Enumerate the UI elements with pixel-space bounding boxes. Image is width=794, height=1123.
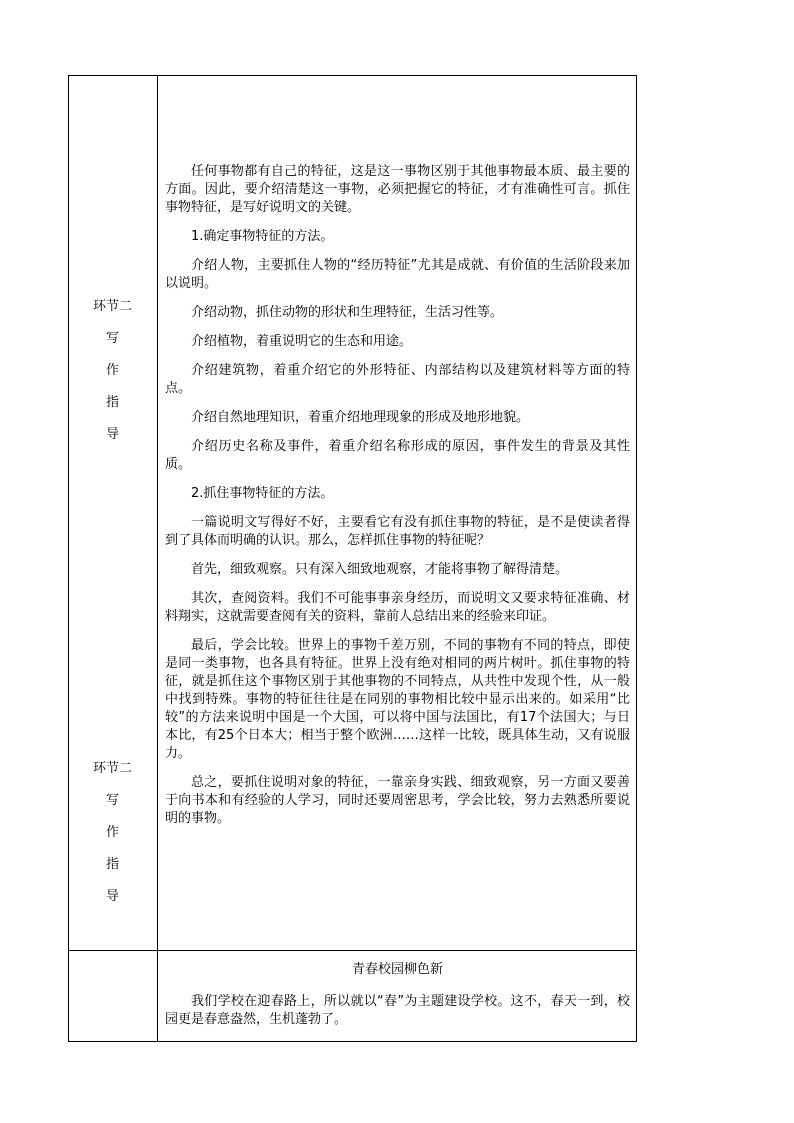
paragraph: 我们学校在迎春路上，所以就以“春”为主题建设学校。这不，春天一到，校园更是春意盎然，生机蓬勃了。 (165, 994, 630, 1027)
paragraph: 最后，学会比较。世界上的事物千差万别，不同的事物有不同的特点，即使是同一类事物，也各具有特征。世界上没有绝对相同的两片树叶。抓住事物的特征，就是抓住这个事物区别于其他事物的不同特点，从共性中发现个性，从一般中找到特殊。事物的特征往往是在同别的事物相比较中显示出来的。如采用“比较”的方法来说明中国是一个大国，可以将中国与法国比，有17个法国大；与日本比，有25个日本大；相当于整个欧洲……这样一比较，既具体生动，又有说服力。 (165, 638, 630, 761)
paragraph: 介绍建筑物，着重介绍它的外形特征、内部结构以及建筑材料等方面的特点。 (165, 363, 630, 396)
guidance-content (165, 163, 630, 839)
paragraph: 2.抓住事物特征的方法。 (191, 486, 334, 501)
paragraph: 介绍人物，主要抓住人物的“经历特征”尤其是成就、有价值的生活阶段来加以说明。 (165, 258, 630, 291)
label-char: 环节二 (92, 761, 132, 776)
essay-content (165, 993, 630, 1029)
paragraph: 介绍动物，抓住动物的形状和生理特征，生活习性等。 (191, 305, 504, 320)
paragraph: 介绍历史名称及事件，着重介绍名称形成的原因，事件发生的背景及其性质。 (165, 439, 630, 472)
label-char: 环节二 (92, 299, 132, 314)
label-char: 作 (105, 825, 119, 840)
label-char: 导 (105, 427, 119, 442)
paragraph: 一篇说明文写得好不好，主要看它有没有抓住事物的特征，是不是使读者得到了具体而明确的认识。那么，怎样抓住事物的特征呢？ (165, 515, 630, 548)
paragraph: 其次，查阅资料。我们不可能事事亲身经历，而说明文又要求特征准确、材料翔实，这就需要查阅有关的资料，靠前人总结出来的经验来印证。 (165, 591, 630, 624)
label-char: 写 (105, 793, 119, 808)
label-char: 导 (105, 889, 119, 904)
column-divider (157, 75, 158, 1042)
paragraph: 首先，细致观察。只有深入细致地观察，才能将事物了解得清楚。 (191, 562, 569, 577)
section-label-top (68, 297, 157, 457)
paragraph: 介绍植物，着重说明它的生态和用途。 (191, 334, 413, 349)
paragraph: 1.确定事物特征的方法。 (191, 229, 334, 244)
paragraph: 总之，要抓住说明对象的特征，一靠亲身实践、细致观察，另一方面又要善于向书本和有经验的人学习，同时还要周密思考，学会比较，努力去熟悉所要说明的事物。 (165, 775, 630, 826)
paragraph: 任何事物都有自己的特征，这是这一事物区别于其他事物最本质、最主要的方面。因此，要介绍清楚这一事物，必须把握它的特征，才有准确性可言。抓住事物特征，是写好说明文的关键。 (165, 164, 630, 215)
section-label-bottom (68, 759, 157, 919)
label-char: 作 (105, 363, 119, 378)
row-divider (68, 950, 637, 951)
label-char: 指 (105, 395, 119, 410)
paragraph: 介绍自然地理知识，着重介绍地理现象的形成及地形地貌。 (191, 410, 530, 425)
label-char: 指 (105, 857, 119, 872)
label-char: 写 (105, 331, 119, 346)
essay-title: 青春校园柳色新 (351, 962, 443, 977)
